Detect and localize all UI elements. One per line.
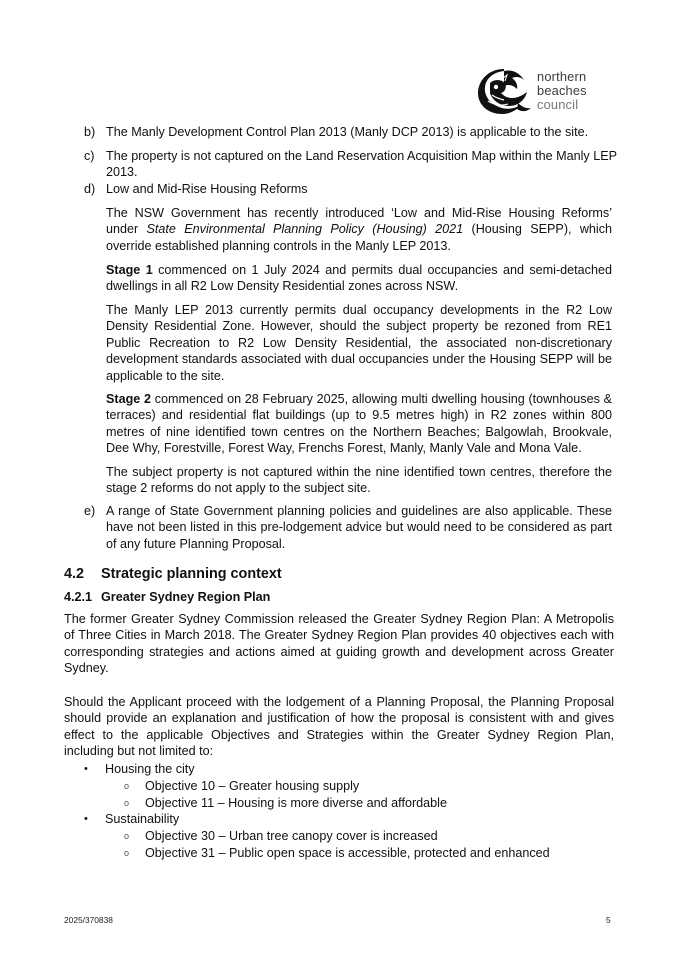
sub-bullet-text: Objective 10 – Greater housing supply: [145, 779, 360, 793]
list-item-text: The property is not captured on the Land Reservation Acquisition Map within the Manly LEP 2013.: [106, 149, 617, 180]
list-item-b: [84, 124, 614, 140]
logo-line-2: beaches: [537, 82, 587, 98]
subsection-title: Greater Sydney Region Plan: [101, 590, 271, 604]
not-captured-paragraph: The subject property is not captured within the nine identified town centres, therefore the stage 2 reforms do not apply to the subject site.: [106, 465, 612, 496]
hollow-bullet-icon: o: [124, 798, 130, 808]
list-item-label: c): [84, 149, 95, 163]
list-item-e: [84, 503, 612, 552]
hollow-bullet-icon: o: [124, 781, 130, 791]
section-heading-4-2: [64, 566, 282, 582]
list-item-text: Low and Mid-Rise Housing Reforms: [106, 182, 308, 196]
hollow-bullet-icon: o: [124, 831, 130, 841]
reforms-intro-text: The NSW Government has recently introduced ‘Low and Mid-Rise Housing Reforms’ under: [106, 206, 612, 237]
bullet-icon: •: [84, 813, 88, 825]
list-item-text: A range of State Government planning policies and guidelines are also applicable. These have not been listed in this pre-lodgement advice but would need to be considered as part of any future Planning Proposal.: [106, 504, 612, 551]
planning-proposal-paragraph: Should the Applicant proceed with the lodgement of a Planning Proposal, the Planning Proposal should provide an explanation and justification of how the proposal is consistent with and gives effect to the applicable Objectives and Strategies within the Greater Sydney Region Plan, including but not limited to:: [64, 695, 614, 759]
reforms-intro-paragraph: [106, 205, 612, 254]
stage-1-label: Stage 1: [106, 263, 153, 277]
document-reference: 2025/370838: [64, 915, 113, 925]
bullet-icon: •: [84, 763, 88, 775]
gsrp-intro-paragraph: The former Greater Sydney Commission released the Greater Sydney Region Plan: A Metropolis of Three Cities in March 2018. The Greater Sydney Region Plan provides 40 objectives each with corresponding strategies and actions aimed at guiding growth and development across Greater Sydney.: [64, 612, 614, 676]
list-item-text: The Manly Development Control Plan 2013 (Manly DCP 2013) is applicable to the site.: [106, 125, 589, 139]
bullet-text: Housing the city: [105, 762, 195, 776]
section-title: Strategic planning context: [101, 566, 282, 582]
logo-line-3: council: [537, 97, 579, 113]
subsection-number: 4.2.1: [64, 590, 93, 604]
stage-2-text: commenced on 28 February 2025, allowing multi dwelling housing (townhouses & terraces) and residential flat buildings (up to 9.5 metres high) in R2 zones within 800 metres of nine identified town centres on the Northern Beaches; Balgowlah, Brookvale, Dee Why, Forestville, Forest Way, Frenchs Forest, Manly, Manly Vale and Mona Vale.: [106, 392, 612, 456]
logo-wordmark: [537, 70, 587, 113]
stage-1-paragraph: [106, 262, 612, 295]
reforms-intro-text-end: (Housing SEPP), which override established planning controls in the Manly LEP 2013.: [106, 222, 613, 253]
sub-bullet-text: Objective 30 – Urban tree canopy cover is increased: [145, 829, 438, 843]
section-number: 4.2: [64, 566, 85, 582]
manly-lep-paragraph: The Manly LEP 2013 currently permits dual occupancy developments in the R2 Low Density Residential Zone. However, should the subject property be rezoned from RE1 Public Recreation to R2 Low Density Residential, the associated non-discretionary development standards associated with dual occupancies under the Housing SEPP will be applicable to the site.: [106, 303, 612, 383]
stage-1-text: commenced on 1 July 2024 and permits dual occupancies and semi-detached dwellings in all R2 Low Density Residential zones across NSW.: [106, 263, 612, 294]
list-item-label: d): [84, 182, 96, 196]
list-item-c: [84, 148, 624, 181]
sub-bullet-text: Objective 31 – Public open space is accessible, protected and enhanced: [145, 846, 550, 860]
list-item-d: [84, 181, 614, 197]
bullet-text: Sustainability: [105, 812, 180, 826]
subsection-heading-4-2-1: [64, 589, 270, 605]
council-logo: [474, 65, 614, 117]
logo-line-1: northern: [537, 68, 587, 84]
page-number: 5: [606, 915, 611, 925]
hollow-bullet-icon: o: [124, 848, 130, 858]
stage-2-label: Stage 2: [106, 392, 152, 406]
list-item-label: b): [84, 125, 96, 139]
list-item-label: e): [84, 504, 96, 518]
northern-beaches-council-emblem-icon: [474, 65, 532, 117]
sub-bullet-text: Objective 11 – Housing is more diverse and affordable: [145, 796, 447, 810]
stage-2-paragraph: [106, 391, 612, 457]
housing-sepp-title: State Environmental Planning Policy (Housing) 2021: [146, 222, 464, 237]
